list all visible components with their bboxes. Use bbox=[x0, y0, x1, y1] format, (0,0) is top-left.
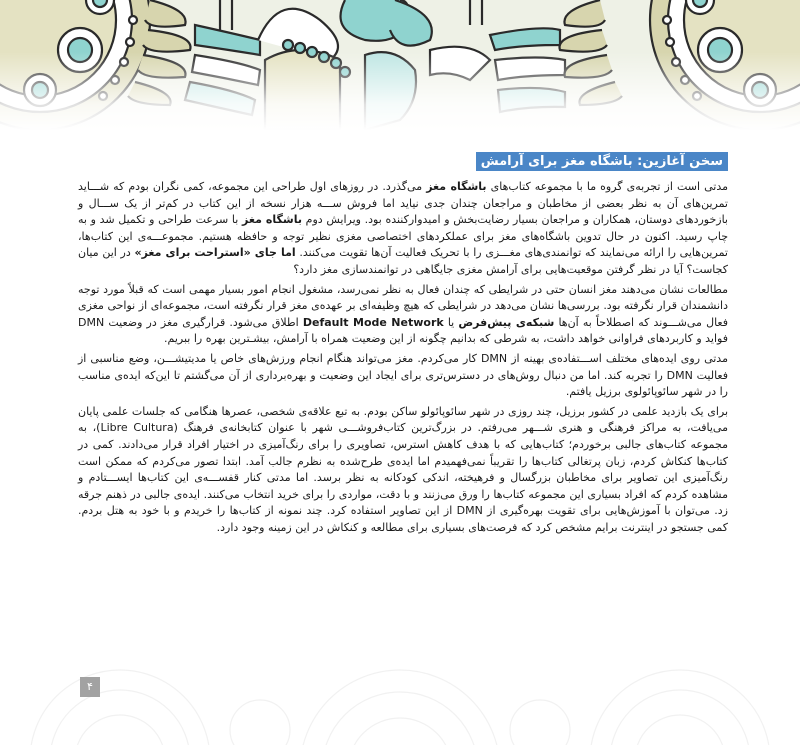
text: مدتی است از تجربه‌ی گروه ما با مجموعه کتاب‌های bbox=[486, 180, 729, 193]
page-number: ۴ bbox=[80, 677, 100, 697]
text: اطلاق می‌شود. قرارگیری مغز در وضعیت DMN فواید و کاربردهای فراوانی خواهد داشت، به شرطی که بدانیم چگونه از این وضعیت همراه با آرامش، بیشـترین بهره را ببریم. bbox=[78, 315, 728, 346]
text: مطالعات نشان می‌دهند مغز انسان حتی در شرایطی که چندان فعال به نظر نمی‌رسد، مشغول انجام امور بسیار مهمی است که قبلاً مورد توجه دانشمندان قرار نگرفته بود. بررسی‌ها نشان می‌دهد در شرایطی که هیچ وظیفه‌ای بر عهده‌ی مغز قرار نگرفته است، مجموعه‌ای از نواحی مغزی فعال می‌شـــوند که اصطلاحاً به آن‌ها bbox=[78, 282, 728, 329]
bold-text: اما جای «استراحت برای مغز» bbox=[134, 246, 296, 260]
section-title: سخن آغازین: باشگاه مغز برای آرامش bbox=[476, 152, 728, 171]
bold-text-latin: Default Mode Network bbox=[302, 315, 444, 329]
text: یا bbox=[443, 315, 459, 329]
bold-text: باشگاه مغز bbox=[242, 213, 302, 227]
banner-fade-overlay bbox=[0, 0, 800, 130]
text: می‌گذرد. در روزهای اول طراحی این مجموعه، کمی نگران بودم که شـــاید تمرین‌های آن به نظر بعضی از مخاطبان و مراجعان چندان جدی نیاید اما فروش ســـه هزار نسخه از این کتاب در کم‌تر از یک ســـال و بازخوردهای دوستان، همکاران و مراجعان بسیار رضایت‌بخش و امیدوارکننده بود. ویرایش دوم bbox=[78, 180, 728, 227]
bold-text: شبکه‌ی پیش‌فرض bbox=[458, 315, 555, 329]
bold-text: باشگاه مغز bbox=[426, 180, 487, 193]
paragraph-2 bbox=[78, 282, 728, 348]
paragraph-1 bbox=[78, 179, 728, 279]
paragraph-4: برای یک بازدید علمی در کشور برزیل، چند روزی در شهر سائوپائولو ساکن بودم. به تبع علاقه‌ی شخصی، عصرها هنگامی که جلسات علمی پایان می‌یافت، به مراکز فرهنگی و هنری شـــهر می‌رفتم. در بزرگ‌ترین کتاب‌فروشـــی شهر با عنوان کتابخانه‌ی فرهنگ (Libre Cultura)، به مجموعه کتاب‌های جالبی برخوردم؛ کتاب‌هایی که با هدف کاهش استرس، تصاویری را برای رنگ‌آمیزی در اختیار افراد قرار می‌دادند. کمی در کتاب‌ها کنکاش کردم، زبان پرتغالی کتاب‌ها را تقریباً نمی‌فهمیدم اما ایده‌ی طرح‌شده به نظرم جالب آمد. ابتدا تصور می‌کردم که ممکن است رنگ‌آمیزی این تصاویر برای مخاطبان بزرگسال و فرهیخته، اندکی کودکانه به نظر برسد. اما مدتی کنار قفســـه‌ی این کتاب‌ها ایســـتادم و مشاهده کردم که افراد بسیاری این مجموعه کتاب‌ها را ورق می‌زنند و با دقت، مواردی را برای خرید انتخاب می‌کنند. ایده‌ی جالبی در ذهنم جرقه زد. می‌توان با آموزش‌هایی برای تقویت بهره‌گیری از DMN از این تصاویر استفاده کرد. چند نمونه از کتاب‌ها را خریدم و با خود به هتل بردم. کمی جستجو در اینترنت برایم مشخص کرد که فرصت‌های بسیاری برای مطالعه و کنکاش در این زمینه وجود دارد. bbox=[78, 404, 728, 534]
text: در این میان کجاست؟ آیا در نظر گرفتن موقعیت‌هایی برای آرامش مغزی جایگاهی در توانمندسازی مغز دارد؟ bbox=[78, 246, 728, 276]
faint-mandala-icon bbox=[0, 650, 800, 745]
footer-ornament-watermark bbox=[0, 650, 800, 745]
text: با سرعت طراحی و تکمیل شد و به چاپ رسید. اکنون در حال تدوین باشگاه‌های مغز برای عملکردهای اختصاصی مغزی نظیر توجه و حافظه هستیم. مجموعـــه‌ی این کتاب‌ها، تمرین‌هایی را ارائه می‌نمایند که توانمندی‌های مغـــزی را با تحریک فعالیت آن‌ها تقویت می‌کنند. bbox=[78, 213, 728, 260]
paragraph-3: مدتی روی ایده‌های مختلف اســـتفاده‌ی بهینه از DMN کار می‌کردم. مغز می‌تواند هنگام انجام ورزش‌های خاص یا مدیتیشـــن، وضع مناسبی از فعالیت DMN را تجربه کند. اما من دنبال روش‌های در دسترس‌تری برای ایجاد این وضعیت و بهره‌برداری از آن می‌گشتم تا این‌که ایده‌ی مناسب را در شهر سائوپائولوی برزیل یافتم. bbox=[78, 351, 728, 399]
article-body bbox=[78, 150, 728, 539]
header-ornament-banner bbox=[0, 0, 800, 130]
